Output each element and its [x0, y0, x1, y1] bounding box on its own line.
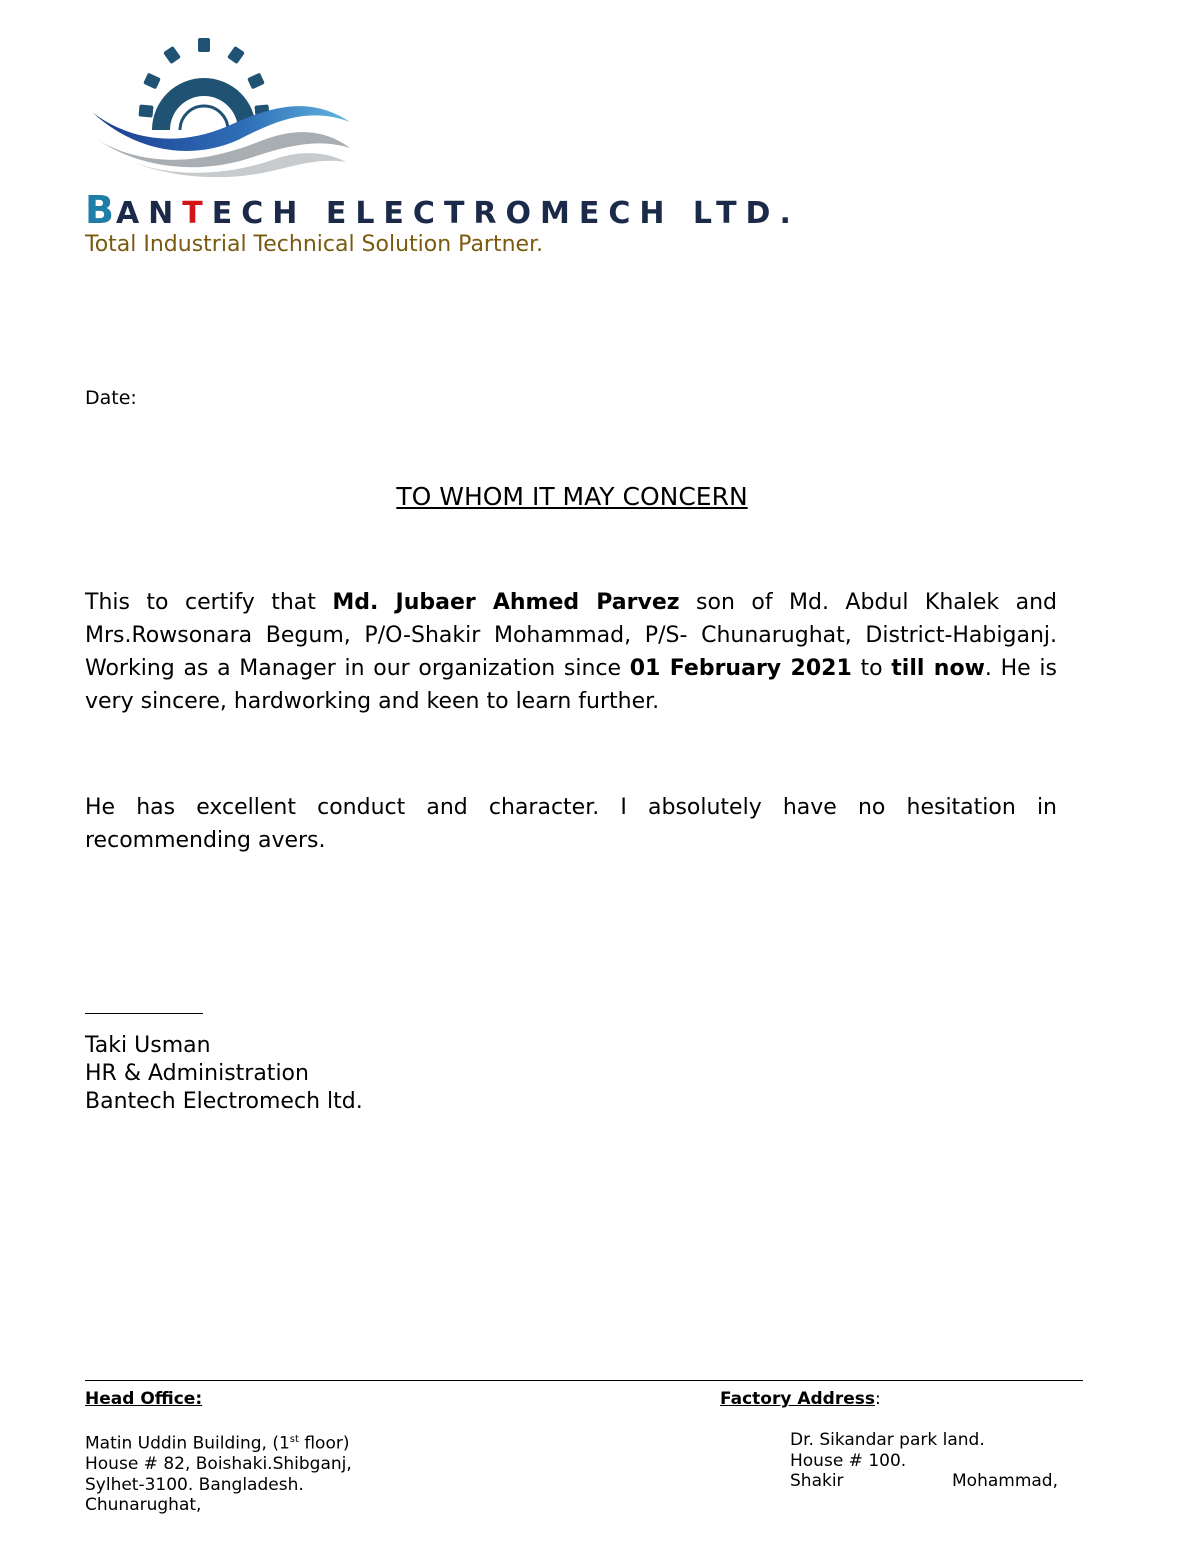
company-name-part: AN [115, 196, 183, 231]
signer-name: Taki Usman [85, 1033, 211, 1058]
factory-label-colon: : [875, 1389, 881, 1409]
text-run: This to certify that [85, 590, 333, 615]
head-office-address [85, 1430, 352, 1516]
gear-inner-ring [180, 106, 228, 130]
factory-line-3 [790, 1471, 1058, 1492]
factory-line-1: Dr. Sikandar park land. [790, 1430, 985, 1450]
letter-heading: TO WHOM IT MAY CONCERN [396, 482, 748, 511]
superscript: st [289, 1434, 299, 1445]
company-name-accent: T [182, 196, 212, 231]
company-logo [88, 30, 358, 180]
footer-divider [85, 1380, 1083, 1381]
text-run: . He is very sincere, hardworking and keen to learn further. [85, 656, 1057, 714]
body-paragraph-2: He has excellent conduct and character. I absolutely have no hesitation in recommending avers. [85, 795, 1057, 853]
text-run: Matin Uddin Building, (1 [85, 1433, 290, 1454]
signer-title: HR & Administration [85, 1061, 309, 1086]
head-office-label: Head Office: [85, 1389, 203, 1409]
head-office-line-3: Sylhet-3100. Bangladesh. [85, 1474, 304, 1495]
factory-line-2: House # 100. [790, 1450, 907, 1471]
head-office-line-1 [85, 1430, 352, 1454]
company-initial: B [85, 188, 116, 232]
body-paragraph-1 [85, 586, 1057, 718]
signer-company: Bantech Electromech ltd. [85, 1089, 363, 1114]
text-run: Mohammad, [952, 1471, 1058, 1491]
text-run: Shakir [790, 1471, 844, 1491]
head-office-line-4: Chunarughat, [85, 1495, 202, 1516]
joining-date: 01 February 2021 [629, 656, 852, 681]
text-run: son of Md. Abdul Khalek and Mrs.Rowsonara Begum, P/O-Shakir Mohammad, P/S- Chunarughat, District-Habiganj. Working as a Manager in our organization since [85, 590, 1058, 681]
factory-address [790, 1430, 1058, 1492]
company-name [85, 188, 800, 236]
company-name-rest: ECH ELECTROMECH LTD. [211, 196, 800, 231]
date-label: Date: [85, 387, 137, 409]
head-office-line-2: House # 82, Boishaki.Shibganj, [85, 1454, 352, 1475]
gear-icon [139, 38, 270, 130]
factory-address-heading [720, 1389, 881, 1410]
signature-line [85, 1013, 203, 1014]
company-tagline: Total Industrial Technical Solution Partner. [85, 232, 544, 257]
till-now: till now [891, 656, 985, 681]
factory-address-label: Factory Address [720, 1389, 876, 1409]
text-run: floor) [298, 1433, 350, 1454]
text-run: to [851, 656, 892, 681]
employee-name: Md. Jubaer Ahmed Parvez [332, 590, 680, 615]
